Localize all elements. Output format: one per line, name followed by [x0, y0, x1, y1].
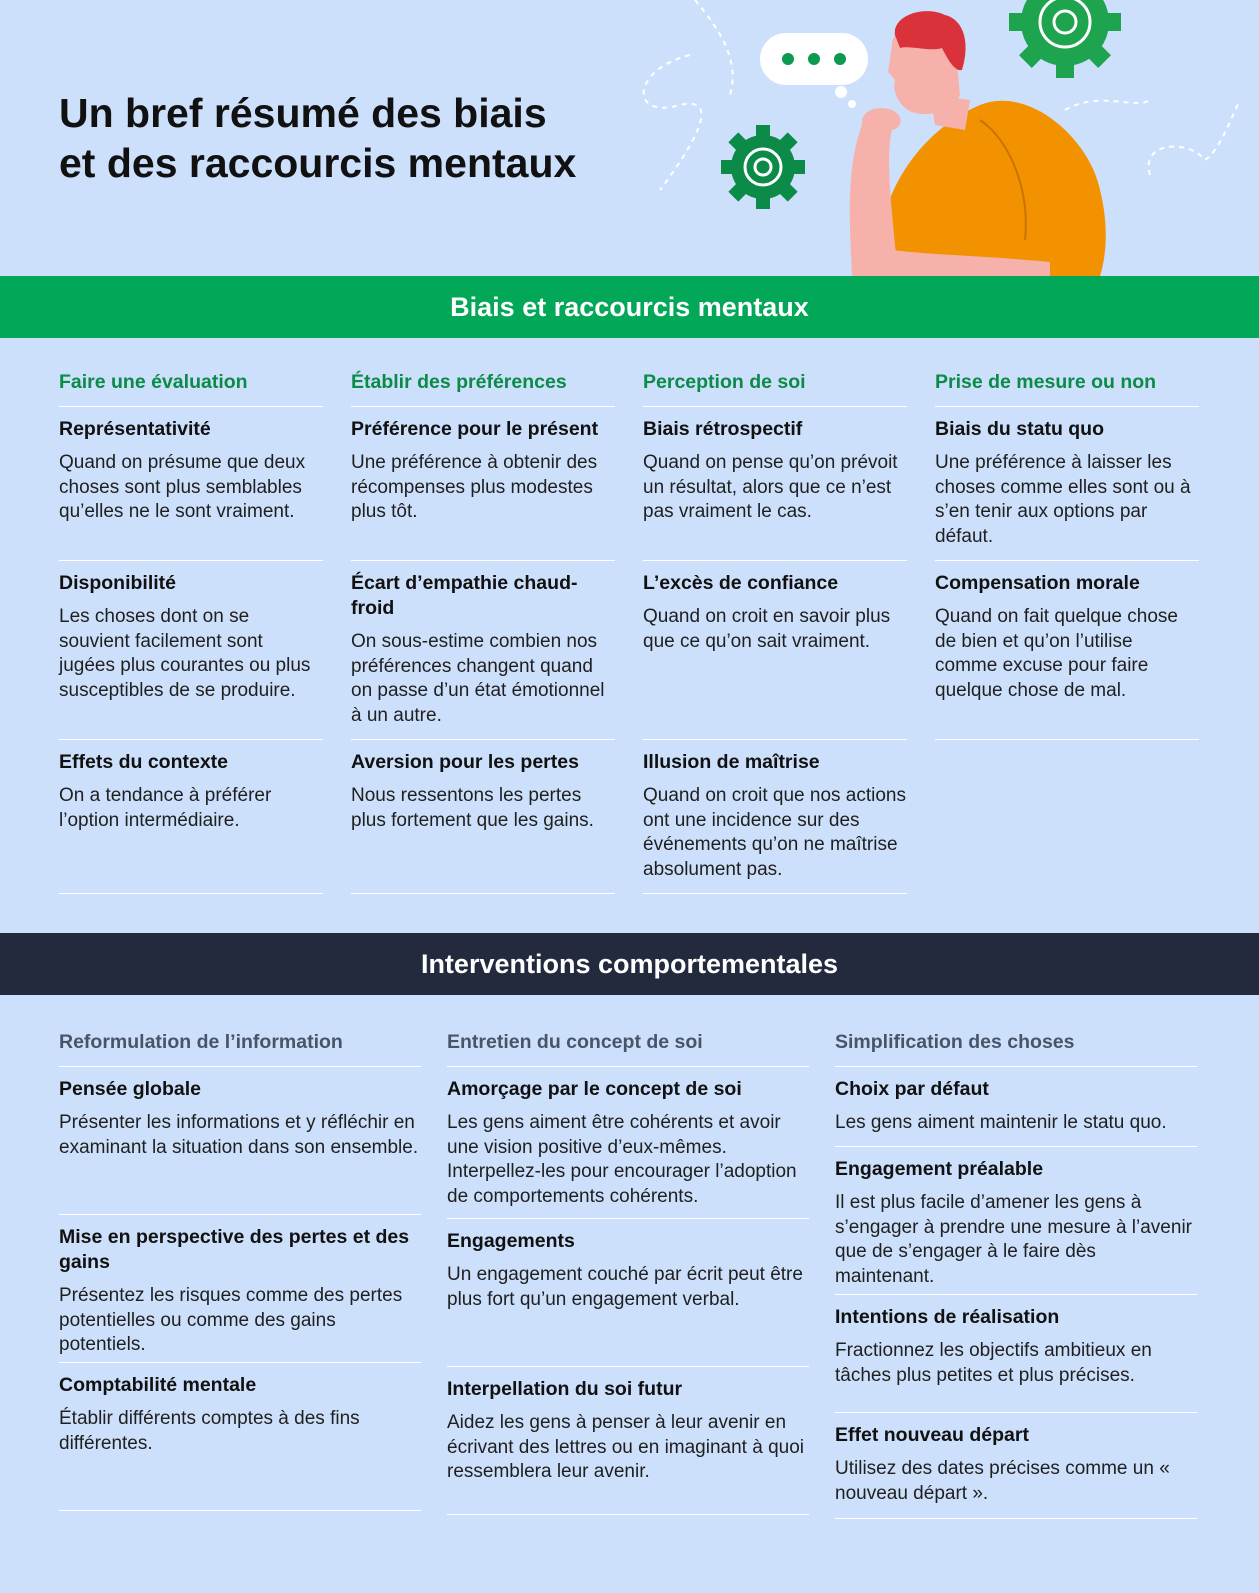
bias-title: L’excès de confiance — [643, 572, 839, 594]
bias-title: Aversion pour les pertes — [351, 751, 579, 773]
bias-entry — [935, 407, 1199, 561]
intervention-description: Présenter les informations et y réfléchir en examinant la situation dans son ensemble. — [59, 1112, 419, 1158]
intervention-description: Aidez les gens à penser à leur avenir en écrivant des lettres ou en imaginant à quoi ressemblera leur avenir. — [447, 1412, 804, 1482]
bias-entry — [351, 407, 615, 561]
column-heading: Perception de soi — [643, 368, 907, 407]
biases-band-title: Biais et raccourcis mentaux — [450, 291, 809, 322]
intervention-title: Mise en perspective des pertes et des gains — [59, 1226, 410, 1273]
intervention-title: Pensée globale — [59, 1078, 201, 1100]
column-heading: Entretien du concept de soi — [447, 1028, 809, 1067]
intervention-title: Effet nouveau départ — [835, 1424, 1029, 1446]
bias-entry — [59, 740, 323, 894]
intervention-description: Les gens aiment maintenir le statu quo. — [835, 1112, 1167, 1133]
intervention-title: Intentions de réalisation — [835, 1306, 1060, 1328]
intervention-entry — [59, 1215, 421, 1363]
intervention-description: Les gens aiment être cohérents et avoir une vision positive d’eux-mêmes. Interpellez-les pour encourager l’adoption de comportements cohérents. — [447, 1112, 797, 1207]
bias-entry — [643, 561, 907, 740]
intervention-entry — [447, 1367, 809, 1515]
intervention-description: Un engagement couché par écrit peut être plus fort qu’un engagement verbal. — [447, 1264, 803, 1310]
biases-column-action — [935, 368, 1199, 894]
intervention-entry — [447, 1067, 809, 1219]
bias-title: Illusion de maîtrise — [643, 751, 820, 773]
header — [0, 0, 1259, 276]
bias-description: Une préférence à obtenir des récompenses plus modestes plus tôt. — [351, 452, 598, 522]
column-heading: Reformulation de l’information — [59, 1028, 421, 1067]
bias-entry — [643, 407, 907, 561]
column-heading: Établir des préférences — [351, 368, 615, 407]
bias-description: On sous-estime combien nos préférences changent quand on passe d’un état émotionnel à un autre. — [351, 631, 605, 726]
bias-title: Biais rétrospectif — [643, 418, 803, 440]
thinking-person-illustration — [630, 0, 1259, 276]
intervention-description: Présentez les risques comme des pertes potentielles ou comme des gains potentiels. — [59, 1285, 403, 1355]
bias-title: Représentativité — [59, 418, 211, 440]
biases-band — [0, 276, 1259, 338]
biases-column-preferences — [351, 368, 615, 894]
intervention-description: Fractionnez les objectifs ambitieux en tâches plus petites et plus précises. — [835, 1340, 1152, 1386]
bias-entry — [59, 407, 323, 561]
intervention-entry — [835, 1295, 1197, 1413]
speech-bubble-icon — [760, 33, 868, 108]
bias-entry — [351, 561, 615, 740]
bias-title: Préférence pour le présent — [351, 418, 599, 440]
page-title: Un bref résumé des biais et des raccourcis mentaux — [59, 90, 577, 186]
bias-description: Une préférence à laisser les choses comme elles sont ou à s’en tenir aux options par défaut. — [935, 452, 1191, 547]
intervention-title: Engagement préalable — [835, 1158, 1044, 1180]
bias-title: Compensation morale — [935, 572, 1140, 594]
intervention-title: Choix par défaut — [835, 1078, 989, 1100]
intervention-title: Interpellation du soi futur — [447, 1378, 683, 1400]
bias-description: Quand on croit en savoir plus que ce qu’on sait vraiment. — [643, 606, 891, 652]
bias-description: Les choses dont on se souvient facilement sont jugées plus courantes ou plus susceptibles de se produire. — [59, 606, 311, 701]
interventions-column-reformulation — [59, 1028, 421, 1519]
interventions-column-simplification — [835, 1028, 1197, 1519]
column-heading: Simplification des choses — [835, 1028, 1197, 1067]
intervention-entry — [447, 1219, 809, 1367]
column-heading: Faire une évaluation — [59, 368, 323, 407]
bias-description: Quand on croit que nos actions ont une incidence sur des événements qu’on ne maîtrise absolument pas. — [643, 785, 907, 880]
intervention-title: Engagements — [447, 1230, 575, 1252]
biases-column-self-perception — [643, 368, 907, 894]
gear-icon — [721, 125, 805, 209]
intervention-entry — [835, 1413, 1197, 1519]
intervention-title: Amorçage par le concept de soi — [447, 1078, 742, 1100]
biases-column-evaluation — [59, 368, 323, 894]
bias-entry — [351, 740, 615, 894]
biases-grid — [59, 368, 1199, 894]
intervention-entry — [835, 1067, 1197, 1147]
bias-title: Effets du contexte — [59, 751, 229, 773]
intervention-entry — [835, 1147, 1197, 1295]
gear-icon — [1009, 0, 1121, 78]
bias-entry — [935, 561, 1199, 740]
bias-description: On a tendance à préférer l’option intermédiaire. — [59, 785, 272, 831]
interventions-band — [0, 933, 1259, 995]
bias-title: Disponibilité — [59, 572, 176, 594]
interventions-column-self-concept — [447, 1028, 809, 1519]
bias-description: Quand on fait quelque chose de bien et qu’on l’utilise comme excuse pour faire quelque chose de mal. — [935, 606, 1178, 701]
column-heading: Prise de mesure ou non — [935, 368, 1199, 407]
bias-description: Quand on pense qu’on prévoit un résultat, alors que ce n’est pas vraiment le cas. — [643, 452, 898, 522]
bias-title: Écart d’empathie chaud-froid — [351, 572, 578, 619]
bias-entry — [643, 740, 907, 894]
intervention-description: Il est plus facile d’amener les gens à s’engager à prendre une mesure à l’avenir que de s’engager à le faire dès maintenant. — [835, 1192, 1192, 1287]
intervention-title: Comptabilité mentale — [59, 1374, 257, 1396]
bias-description: Quand on présume que deux choses sont plus semblables qu’elles ne le sont vraiment. — [59, 452, 306, 522]
bias-description: Nous ressentons les pertes plus fortement que les gains. — [351, 785, 594, 831]
interventions-band-title: Interventions comportementales — [420, 948, 839, 979]
interventions-grid — [59, 1028, 1197, 1519]
intervention-description: Établir différents comptes à des fins différentes. — [59, 1408, 360, 1454]
intervention-entry — [59, 1363, 421, 1511]
bias-entry — [59, 561, 323, 740]
intervention-entry — [59, 1067, 421, 1215]
intervention-description: Utilisez des dates précises comme un « nouveau départ ». — [835, 1458, 1170, 1504]
bias-title: Biais du statu quo — [935, 418, 1105, 440]
